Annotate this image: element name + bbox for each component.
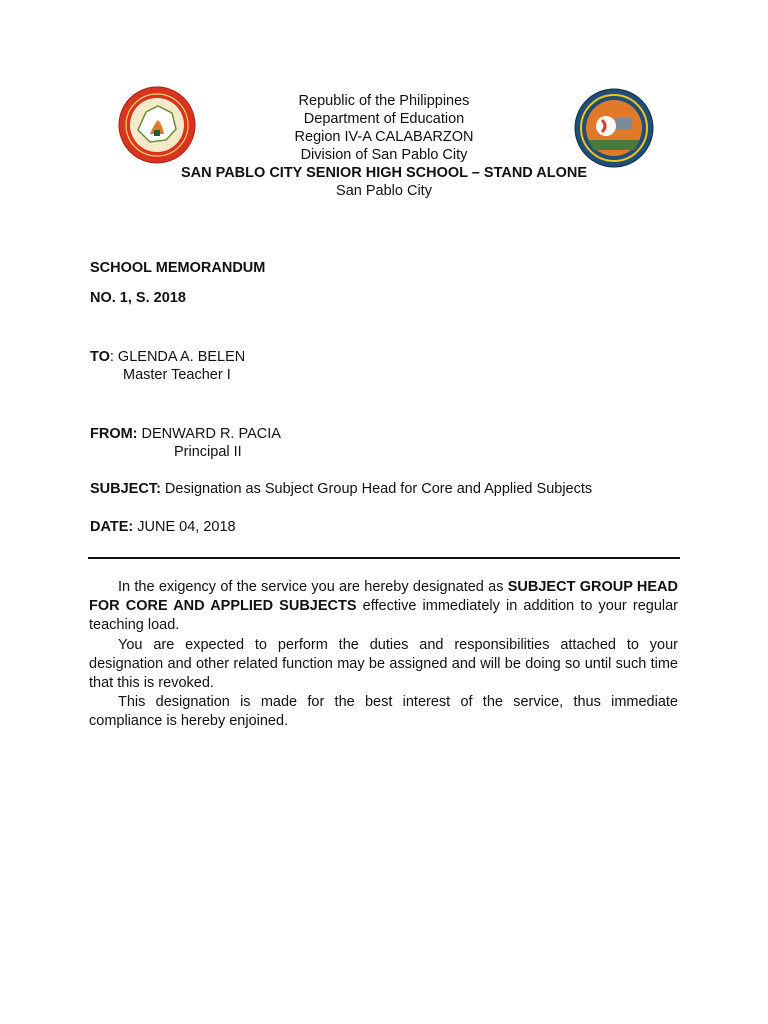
school-seal-logo — [574, 88, 654, 168]
header-school-name: SAN PABLO CITY SENIOR HIGH SCHOOL – STAND ALONE — [180, 165, 588, 181]
body-paragraph-2: You are expected to perform the duties and responsibilities attached to your designation and other related function may be assigned and will be doing so until such time that this is revoked. — [89, 636, 678, 692]
header-city: San Pablo City — [336, 183, 432, 199]
from-label: FROM: — [90, 426, 138, 442]
date-line — [90, 518, 236, 536]
header-division: Division of San Pablo City — [300, 147, 468, 163]
body-p1-text-b: effective immediately in addition to your regular teaching load. — [89, 598, 678, 634]
memo-title: SCHOOL MEMORANDUM — [90, 260, 266, 276]
date-text: JUNE 04, 2018 — [133, 519, 236, 535]
header-department: Department of Education — [303, 111, 465, 127]
from-line — [90, 425, 281, 443]
header-country: Republic of the Philippines — [298, 93, 470, 109]
letterhead — [140, 92, 628, 200]
body-paragraph-3: This designation is made for the best interest of the service, thus immediate compliance is hereby enjoined. — [89, 694, 678, 730]
from-position: Principal II — [174, 444, 242, 460]
body-p1-designation: SUBJECT GROUP HEAD FOR CORE AND APPLIED SUBJECTS — [89, 579, 678, 615]
header-region: Region IV-A CALABARZON — [294, 129, 474, 145]
date-label: DATE: — [90, 519, 134, 535]
body-paragraph-1 — [89, 578, 678, 636]
to-line — [90, 348, 245, 366]
memo-number: NO. 1, S. 2018 — [90, 290, 186, 306]
subject-label: SUBJECT: — [90, 481, 161, 497]
from-name: DENWARD R. PACIA — [137, 426, 281, 442]
divider-rule — [88, 557, 680, 559]
subject-line — [90, 480, 592, 498]
body-p1-text-a: In the exigency of the service you are hereby designated as — [118, 579, 508, 595]
to-label: TO — [90, 349, 110, 365]
subject-text: Designation as Subject Group Head for Core and Applied Subjects — [160, 481, 593, 497]
memo-body — [89, 578, 678, 732]
to-position: Master Teacher I — [123, 367, 231, 383]
to-name: : GLENDA A. BELEN — [109, 349, 246, 365]
